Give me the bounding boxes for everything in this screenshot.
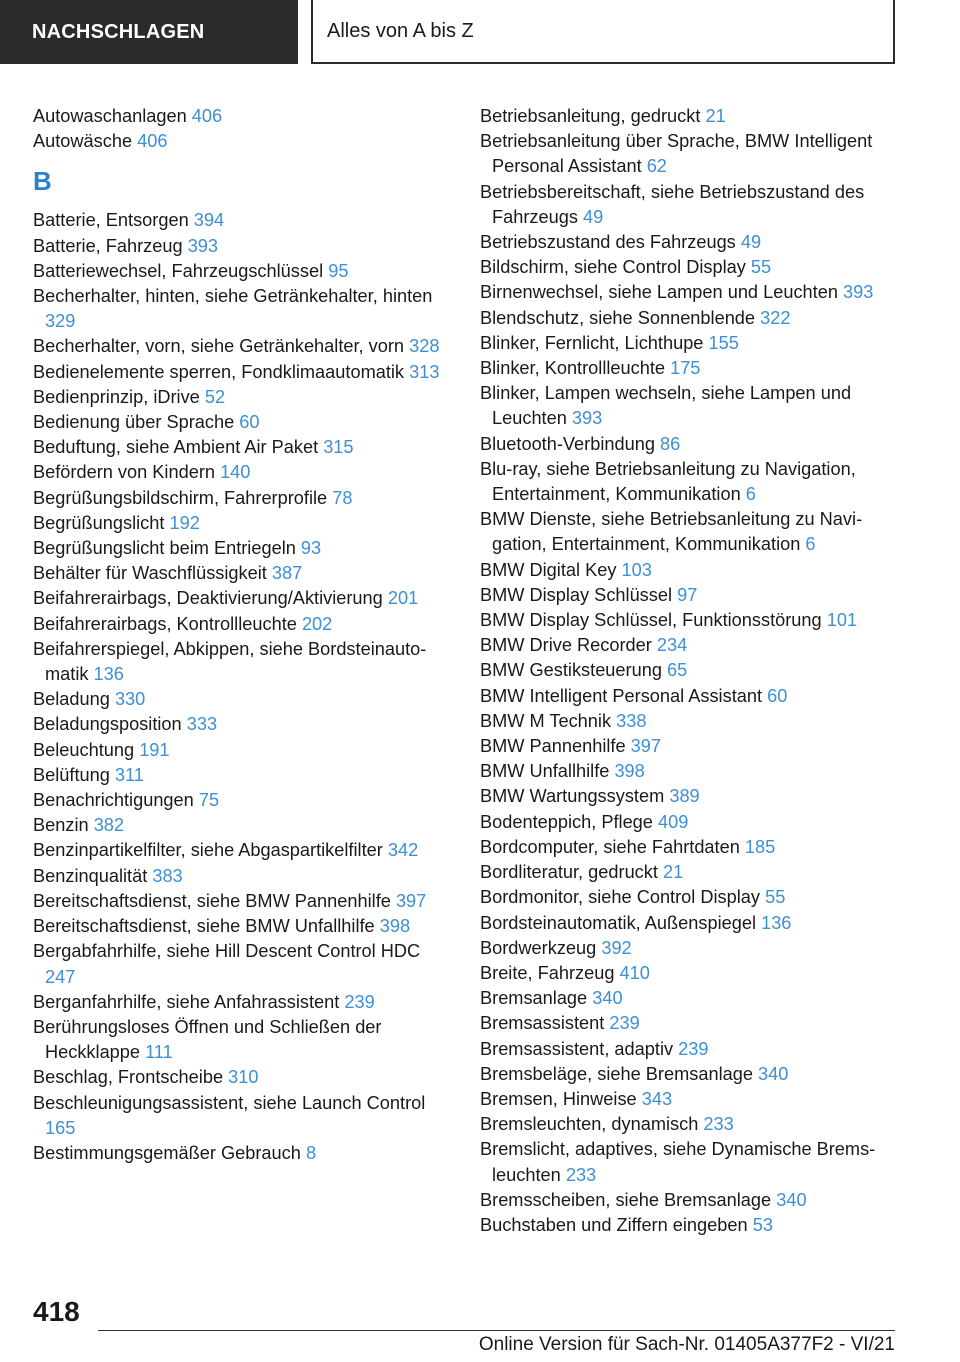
- index-entry: [33, 536, 453, 561]
- index-entry-text: Bordwerkzeug: [480, 937, 597, 958]
- index-page-link[interactable]: 6: [805, 534, 816, 555]
- index-entry-text: Bordsteinautomatik, Außenspiegel: [480, 912, 757, 933]
- index-entry: [480, 1087, 910, 1112]
- index-entry-text: BMW Drive Recorder: [480, 635, 652, 656]
- index-entry-text: Buchstaben und Ziffern eingeben: [480, 1214, 748, 1235]
- index-page-link[interactable]: 310: [228, 1067, 259, 1088]
- index-entry-text: BMW Gestiksteuerung: [480, 660, 662, 681]
- index-page-link[interactable]: 155: [708, 332, 739, 353]
- index-entry: [480, 835, 910, 860]
- index-entry-text: BMW M Technik: [480, 710, 612, 731]
- index-page-link[interactable]: 409: [657, 811, 689, 832]
- index-entry: [480, 734, 910, 759]
- index-entry: [480, 331, 910, 356]
- index-entry-text: Blendschutz, siehe Sonnenblende: [480, 307, 756, 328]
- index-entry-text: Bremsen, Hinweise: [480, 1088, 637, 1109]
- index-entry: [33, 360, 453, 385]
- index-entry-text: Bordliteratur, gedruckt: [480, 862, 658, 883]
- index-entry: [33, 385, 453, 410]
- index-entry: [33, 712, 453, 737]
- index-entry: [480, 558, 910, 583]
- index-entry: [480, 129, 910, 179]
- index-entry: [480, 633, 910, 658]
- index-entry-text: Bordmonitor, siehe Control Display: [480, 887, 761, 908]
- index-page-link[interactable]: 136: [761, 912, 792, 933]
- index-entry-text: Belüftung: [33, 764, 110, 785]
- index-entry: [480, 457, 910, 507]
- index-page-link[interactable]: 201: [387, 588, 419, 609]
- index-entry-text: Berganfahrhilfe, siehe Anfahrassistent: [33, 991, 340, 1012]
- index-page-link[interactable]: 311: [114, 764, 144, 785]
- index-page-link[interactable]: 53: [752, 1214, 773, 1235]
- index-entry: [480, 230, 910, 255]
- index-page-link[interactable]: 55: [765, 887, 786, 908]
- index-entry: [33, 511, 453, 536]
- index-entry-text: Bremslicht, adaptives, siehe Dynamische Bremsleuchten: [480, 1139, 876, 1185]
- index-entry-text: Bremsbeläge, siehe Bremsanlage: [480, 1063, 753, 1084]
- index-entry-text: Becherhalter, hinten, siehe Getränkehalter, hinten: [33, 286, 433, 307]
- index-page-link[interactable]: 329: [45, 311, 76, 332]
- index-page-link[interactable]: 338: [616, 710, 647, 731]
- index-entry-text: Bergabfahrhilfe, siehe Hill Descent Control HDC: [33, 941, 421, 962]
- index-entry: [480, 1188, 910, 1213]
- index-page-link[interactable]: 93: [300, 538, 322, 559]
- index-page-link[interactable]: 387: [271, 563, 303, 584]
- index-entry-text: Begrüßungsbildschirm, Fahrerprofile: [33, 487, 328, 508]
- chapter-tab: [311, 0, 895, 64]
- index-entry: [33, 561, 453, 586]
- index-column-right: [480, 104, 910, 1238]
- index-page-link[interactable]: 75: [198, 790, 220, 811]
- index-entry: [480, 507, 910, 557]
- index-page-link[interactable]: 394: [193, 210, 225, 231]
- index-page-link[interactable]: 313: [409, 361, 440, 382]
- index-entry-text: Betriebsanleitung, gedruckt: [480, 106, 701, 126]
- section-tab: [0, 0, 298, 64]
- index-page-link[interactable]: 21: [663, 862, 684, 883]
- index-page-link[interactable]: 393: [843, 282, 874, 303]
- index-page-link[interactable]: 233: [565, 1164, 597, 1185]
- index-entry: [33, 763, 453, 788]
- index-entry-text: Berührungsloses Öffnen und Schließen der Heckklappe: [33, 1016, 382, 1063]
- index-entry: [480, 608, 910, 633]
- index-entry: [33, 612, 453, 637]
- index-entry: [33, 410, 453, 435]
- index-page-link[interactable]: 52: [204, 386, 226, 407]
- index-page-link[interactable]: 398: [614, 761, 645, 782]
- index-entry-text: Benzinqualität: [33, 865, 148, 886]
- index-page-link[interactable]: 239: [609, 1013, 640, 1034]
- index-entry-text: Beduftung, siehe Ambient Air Paket: [33, 437, 319, 458]
- index-entry: [33, 1091, 453, 1141]
- index-entry-text: Batteriewechsel, Fahrzeugschlüssel: [33, 260, 324, 281]
- index-entry: [33, 435, 453, 460]
- index-entry-text: Benachrichtigungen: [33, 790, 194, 811]
- index-entry-text: Bereitschaftsdienst, siehe BMW Unfallhilfe: [33, 916, 375, 937]
- index-page-link[interactable]: 383: [152, 865, 183, 886]
- index-entry-text: Bedienprinzip, iDrive: [33, 386, 200, 407]
- index-entry: [33, 738, 453, 763]
- index-entry: [480, 810, 910, 835]
- index-entry: [480, 860, 910, 885]
- index-entry: [33, 889, 453, 914]
- index-entry-text: Bodenteppich, Pflege: [480, 811, 653, 832]
- index-page-link[interactable]: 111: [145, 1042, 173, 1063]
- index-entry-text: BMW Display Schlüssel: [480, 584, 673, 605]
- chapter-title: Alles von A bis Z: [327, 19, 474, 42]
- index-page-link[interactable]: 60: [767, 685, 788, 706]
- index-entry-text: Benzin: [33, 815, 89, 836]
- index-page-link[interactable]: 86: [660, 433, 681, 454]
- index-entry: [480, 583, 910, 608]
- index-entry: [33, 129, 453, 154]
- index-entry-text: Beschleunigungsassistent, siehe Launch Control: [33, 1092, 426, 1113]
- index-entry: [480, 356, 910, 381]
- index-entry: [480, 911, 910, 936]
- index-entry: [33, 864, 453, 889]
- index-page-link[interactable]: 21: [705, 106, 726, 126]
- index-page-link[interactable]: 136: [93, 664, 124, 685]
- index-entry: [480, 1137, 910, 1187]
- footer-divider: [98, 1330, 895, 1331]
- index-entry: [480, 759, 910, 784]
- index-page-link[interactable]: 78: [332, 487, 353, 508]
- index-entry-text: Betriebszustand des Fahrzeugs: [480, 232, 736, 253]
- index-entry-text: Betriebsanleitung über Sprache, BMW Intelligent Personal Assistant: [480, 131, 873, 177]
- index-page-link[interactable]: 239: [344, 991, 375, 1012]
- index-page-link[interactable]: 62: [646, 156, 667, 177]
- index-column-left: [33, 104, 453, 1166]
- index-page-link[interactable]: 8: [305, 1142, 317, 1163]
- index-entry-text: Betriebsbereitschaft, siehe Betriebszustand des Fahrzeugs: [480, 181, 865, 227]
- index-entry-text: BMW Intelligent Personal Assistant: [480, 685, 763, 706]
- section-title: NACHSCHLAGEN: [32, 20, 205, 43]
- index-entry-text: Autowäsche: [33, 131, 133, 152]
- index-entry: [480, 1213, 910, 1238]
- index-entry-text: Bremsassistent: [480, 1013, 605, 1034]
- index-page-link[interactable]: 185: [744, 836, 776, 857]
- index-page-link[interactable]: 342: [387, 840, 419, 861]
- index-entry-text: Behälter für Waschflüssigkeit: [33, 563, 267, 584]
- index-entry: [480, 784, 910, 809]
- index-entry: [480, 306, 910, 331]
- index-page-link[interactable]: 340: [776, 1189, 807, 1210]
- index-entry-text: Bremsscheiben, siehe Bremsanlage: [480, 1189, 772, 1210]
- index-entry: [480, 432, 910, 457]
- index-entry-text: Beladung: [33, 689, 110, 710]
- index-page-link[interactable]: 165: [45, 1117, 76, 1138]
- index-page-link[interactable]: 393: [187, 235, 219, 256]
- index-page-link[interactable]: 406: [137, 131, 168, 152]
- index-entry: [33, 939, 453, 989]
- index-entry: [480, 1062, 910, 1087]
- index-entry-text: Batterie, Entsorgen: [33, 210, 189, 231]
- index-entry: [480, 986, 910, 1011]
- index-entry-text: Blu-ray, siehe Betriebsanleitung zu Navigation, Entertainment, Kommunikation: [480, 458, 856, 505]
- index-entry-text: Beifahrerairbags, Kontrollleuchte: [33, 613, 297, 634]
- index-entry-text: BMW Dienste, siehe Betriebsanleitung zu Navigation, Entertainment, Kommunikation: [480, 509, 863, 555]
- index-entry: [480, 936, 910, 961]
- index-entry-text: Bluetooth-Verbindung: [480, 433, 655, 454]
- index-page-link[interactable]: 140: [220, 462, 251, 483]
- index-page-link[interactable]: 6: [745, 484, 756, 505]
- index-page-link[interactable]: 343: [641, 1088, 673, 1109]
- index-entry-text: Begrüßungslicht beim Entriegeln: [33, 538, 296, 559]
- index-entry: [480, 255, 910, 280]
- index-page-link[interactable]: 340: [592, 988, 623, 1009]
- index-entry: [33, 104, 453, 129]
- index-entry: [33, 1141, 453, 1166]
- index-entry: [33, 687, 453, 712]
- index-page-link[interactable]: 333: [186, 714, 218, 735]
- index-entry: [33, 1065, 453, 1090]
- index-entry: [33, 486, 453, 511]
- index-page-link[interactable]: 410: [619, 962, 650, 983]
- index-entry-text: Beifahrerspiegel, Abkippen, siehe Bordsteinautomatik: [33, 638, 427, 685]
- index-entry: [33, 284, 453, 334]
- index-entry-text: Blinker, Fernlicht, Lichthupe: [480, 332, 704, 353]
- page-number: 418: [33, 1296, 80, 1327]
- index-page-link[interactable]: 97: [677, 584, 698, 605]
- index-entry-text: BMW Pannenhilfe: [480, 736, 626, 757]
- index-page-link[interactable]: 103: [621, 559, 652, 580]
- index-page-link[interactable]: 328: [409, 336, 440, 357]
- index-entry-text: Becherhalter, vorn, siehe Getränkehalter, vorn: [33, 336, 405, 357]
- index-entry: [480, 684, 910, 709]
- index-entry-text: Bordcomputer, siehe Fahrtdaten: [480, 836, 740, 857]
- index-page-link[interactable]: 65: [667, 660, 688, 681]
- index-entry: [33, 838, 453, 863]
- index-page-link[interactable]: 233: [703, 1114, 734, 1135]
- index-entry-text: Blinker, Kontrollleuchte: [480, 358, 666, 379]
- index-entry: [33, 586, 453, 611]
- index-entry-text: Bedienung über Sprache: [33, 412, 235, 433]
- index-page-link[interactable]: 397: [630, 736, 661, 757]
- index-entry-text: Bereitschaftsdienst, siehe BMW Pannenhilfe: [33, 890, 391, 911]
- index-page-link[interactable]: 101: [826, 610, 858, 631]
- index-page-link[interactable]: 60: [239, 412, 260, 433]
- index-entry: [33, 1015, 453, 1065]
- index-page-link[interactable]: 392: [601, 937, 632, 958]
- index-entry-text: Bestimmungsgemäßer Gebrauch: [33, 1142, 301, 1163]
- index-page-link[interactable]: 175: [670, 358, 701, 379]
- index-page-link[interactable]: 382: [93, 815, 125, 836]
- index-entry-text: BMW Wartungssystem: [480, 786, 665, 807]
- index-entry-text: Benzinpartikelfilter, siehe Abgaspartikelfilter: [33, 840, 383, 861]
- index-page-link[interactable]: 95: [328, 260, 349, 281]
- index-entry: [480, 658, 910, 683]
- index-entry: [33, 234, 453, 259]
- index-entry-text: Blinker, Lampen wechseln, siehe Lampen und Leuchten: [480, 383, 852, 429]
- index-entry: [480, 104, 910, 129]
- index-entry: [480, 280, 910, 305]
- index-entry-text: Bremsanlage: [480, 988, 588, 1009]
- index-entry: [480, 180, 910, 230]
- index-page-link[interactable]: 340: [758, 1063, 789, 1084]
- index-entry: [33, 334, 453, 359]
- index-entry-text: Bremsleuchten, dynamisch: [480, 1114, 699, 1135]
- index-entry-text: BMW Unfallhilfe: [480, 761, 610, 782]
- index-page-link[interactable]: 202: [301, 613, 333, 634]
- index-entry-text: Beladungsposition: [33, 714, 182, 735]
- index-page-link[interactable]: 239: [678, 1038, 709, 1059]
- index-page-link[interactable]: 234: [656, 635, 688, 656]
- index-entry: [33, 788, 453, 813]
- index-entry: [33, 813, 453, 838]
- index-entry-text: Birnenwechsel, siehe Lampen und Leuchten: [480, 282, 838, 303]
- index-entry-text: Bremsassistent, adaptiv: [480, 1038, 674, 1059]
- index-letter-heading: B: [33, 166, 52, 197]
- index-entry-text: BMW Display Schlüssel, Funktionsstörung: [480, 610, 822, 631]
- index-entry-text: Breite, Fahrzeug: [480, 962, 615, 983]
- index-entry-text: Batterie, Fahrzeug: [33, 235, 183, 256]
- index-page-link[interactable]: 49: [583, 206, 604, 227]
- online-version-note: Online Version für Sach-Nr. 01405A377F2 - VI/21: [478, 1334, 895, 1355]
- index-entry-text: Beleuchtung: [33, 739, 135, 760]
- index-entry-text: Beschlag, Frontscheibe: [33, 1067, 224, 1088]
- index-page-link[interactable]: 322: [760, 307, 791, 328]
- index-entry: [480, 961, 910, 986]
- index-entry: [480, 381, 910, 431]
- index-entry-text: Bedienelemente sperren, Fondklimaautomatik: [33, 361, 405, 382]
- index-page-link[interactable]: 330: [114, 689, 146, 710]
- index-entry-text: Begrüßungslicht: [33, 512, 165, 533]
- index-entry: [480, 885, 910, 910]
- index-page-link[interactable]: 398: [379, 916, 411, 937]
- index-page-link[interactable]: 389: [669, 786, 700, 807]
- index-entry: [480, 1037, 910, 1062]
- index-entry: [33, 990, 453, 1015]
- index-entry: [480, 1112, 910, 1137]
- index-entry-text: Bildschirm, siehe Control Display: [480, 257, 746, 278]
- index-entry: [33, 637, 453, 687]
- index-page-link[interactable]: 192: [169, 512, 200, 533]
- index-entry-text: Autowaschanlagen: [33, 106, 187, 126]
- index-entry-text: Befördern von Kindern: [33, 462, 215, 483]
- index-page-link[interactable]: 55: [750, 257, 772, 278]
- index-entry: [33, 914, 453, 939]
- index-entry: [480, 1011, 910, 1036]
- index-page-link[interactable]: 393: [571, 408, 603, 429]
- index-page-link[interactable]: 397: [395, 890, 427, 911]
- index-entry-text: BMW Digital Key: [480, 559, 617, 580]
- index-entry: [480, 709, 910, 734]
- index-page-link[interactable]: 247: [45, 966, 76, 987]
- index-entry-text: Beifahrerairbags, Deaktivierung/Aktivierung: [33, 588, 383, 609]
- index-page-link[interactable]: 191: [139, 739, 170, 760]
- index-page-link[interactable]: 49: [740, 232, 762, 253]
- index-entry: [33, 259, 453, 284]
- index-page-link[interactable]: 406: [191, 106, 223, 126]
- index-entry: [33, 208, 453, 233]
- index-page-link[interactable]: 315: [323, 437, 354, 458]
- index-entry: [33, 460, 453, 485]
